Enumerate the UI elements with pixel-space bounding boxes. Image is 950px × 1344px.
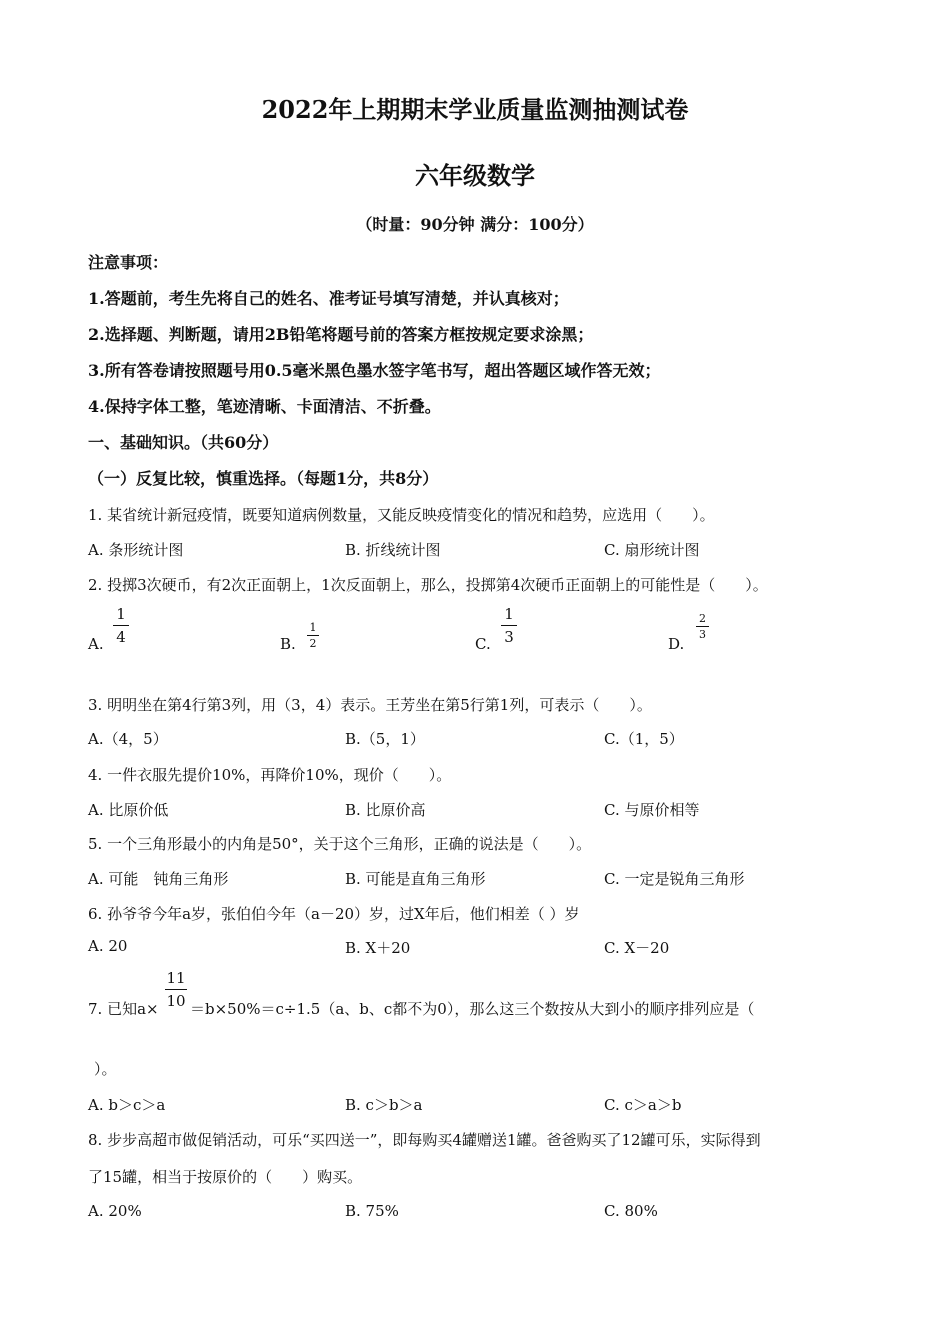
q6-option-c: C. X－20 [604,939,670,957]
question-3: 3. 明明坐在第4行第3列，用（3，4）表示。王芳坐在第5行第1列，可表示（ ）。 [88,696,652,714]
q3-option-c: C.（1，5） [604,730,684,748]
q7-option-b: B. c＞b＞a [345,1096,423,1114]
note-item: 1.答题前，考生先将自己的姓名、准考证号填写清楚，并认真核对； [88,289,569,308]
q4-option-c: C. 与原价相等 [604,801,700,819]
q2-option-b-label: B. [280,635,296,653]
q1-option-c: C. 扇形统计图 [604,541,700,559]
q5-option-a: A. 可能 钝角三角形 [88,870,229,888]
q5-option-b: B. 可能是直角三角形 [345,870,486,888]
fraction-bar [307,635,319,636]
q1-option-b: B. 折线统计图 [345,541,441,559]
q6-option-a: A. 20 [88,937,128,955]
fraction-denominator: 3 [504,628,514,646]
question-4: 4. 一件衣服先提价10%，再降价10%，现价（ ）。 [88,766,452,784]
q5-option-c: C. 一定是锐角三角形 [604,870,745,888]
q7-option-a: A. b＞c＞a [88,1096,166,1114]
q8-option-c: C. 80% [604,1202,658,1220]
fraction-bar [696,626,709,627]
exam-title: 2022年上期期末学业质量监测抽测试卷 [261,95,689,124]
note-item: 4.保持字体工整，笔迹清晰、卡面清洁、不折叠。 [88,397,441,416]
q4-option-b: B. 比原价高 [345,801,426,819]
fraction-denominator: 10 [166,992,186,1010]
question-7-continuation: ）。 [94,1060,117,1078]
q7-fraction [165,970,187,1009]
q6-option-b: B. X＋20 [345,939,411,957]
q8-option-b: B. 75% [345,1202,399,1220]
q3-option-a: A.（4，5） [88,730,168,748]
q2-option-d-fraction [696,613,709,640]
question-8-line-2: 了15罐，相当于按原价的（ ）购买。 [88,1168,363,1186]
question-7-prefix: 7. 已知a× [88,1000,159,1018]
question-5: 5. 一个三角形最小的内角是50°，关于这个三角形，正确的说法是（ ）。 [88,835,592,853]
fraction-denominator: 3 [699,628,706,641]
question-7-suffix: ＝b×50%＝c÷1.5（a、b、c都不为0），那么这三个数按从大到小的顺序排列应是（ [190,1000,755,1018]
exam-time-info: （时量：90分钟 满分：100分） [356,215,594,234]
fraction-numerator: 11 [166,969,186,987]
question-2: 2. 投掷3次硬币，有2次正面朝上，1次反面朝上，那么，投掷第4次硬币正面朝上的可能性是（ ）。 [88,576,768,594]
note-item: 2.选择题、判断题，请用2B铅笔将题号前的答案方框按规定要求涂黑； [88,325,594,344]
q2-option-c-label: C. [475,635,491,653]
q2-option-a-fraction [113,606,129,645]
q7-option-c: C. c＞a＞b [604,1096,682,1114]
q2-option-b-fraction [307,622,319,649]
question-8-line-1: 8. 步步高超市做促销活动，可乐“买四送一”，即每购买4罐赠送1罐。爸爸购买了12罐可乐，实际得到 [88,1131,761,1149]
section-heading: 一、基础知识。（共60分） [88,433,279,452]
q2-option-d-label: D. [668,635,685,653]
fraction-bar [501,625,517,626]
note-item: 3.所有答卷请按照题号用0.5毫米黑色墨水签字笔书写，超出答题区域作答无效； [88,361,661,380]
fraction-denominator: 2 [309,637,317,650]
question-1: 1. 某省统计新冠疫情，既要知道病例数量，又能反映疫情变化的情况和趋势，应选用（ ）。 [88,506,715,524]
q2-option-a-label: A. [88,635,104,653]
q2-option-c-fraction [501,606,517,645]
exam-subject: 六年级数学 [415,161,535,190]
q1-option-a: A. 条形统计图 [88,541,184,559]
question-6: 6. 孙爷爷今年a岁，张伯伯今年（a－20）岁，过X年后，他们相差（ ）岁 [88,905,580,923]
fraction-numerator: 1 [504,605,514,623]
fraction-numerator: 2 [699,612,706,625]
fraction-denominator: 4 [116,628,126,646]
notes-heading: 注意事项： [88,253,169,272]
fraction-numerator: 1 [116,605,126,623]
fraction-bar [113,625,129,626]
part-heading: （一）反复比较，慎重选择。（每题1分，共8分） [88,469,439,488]
q3-option-b: B.（5，1） [345,730,425,748]
q8-option-a: A. 20% [88,1202,142,1220]
fraction-bar [165,989,187,990]
fraction-numerator: 1 [309,621,317,634]
q4-option-a: A. 比原价低 [88,801,169,819]
